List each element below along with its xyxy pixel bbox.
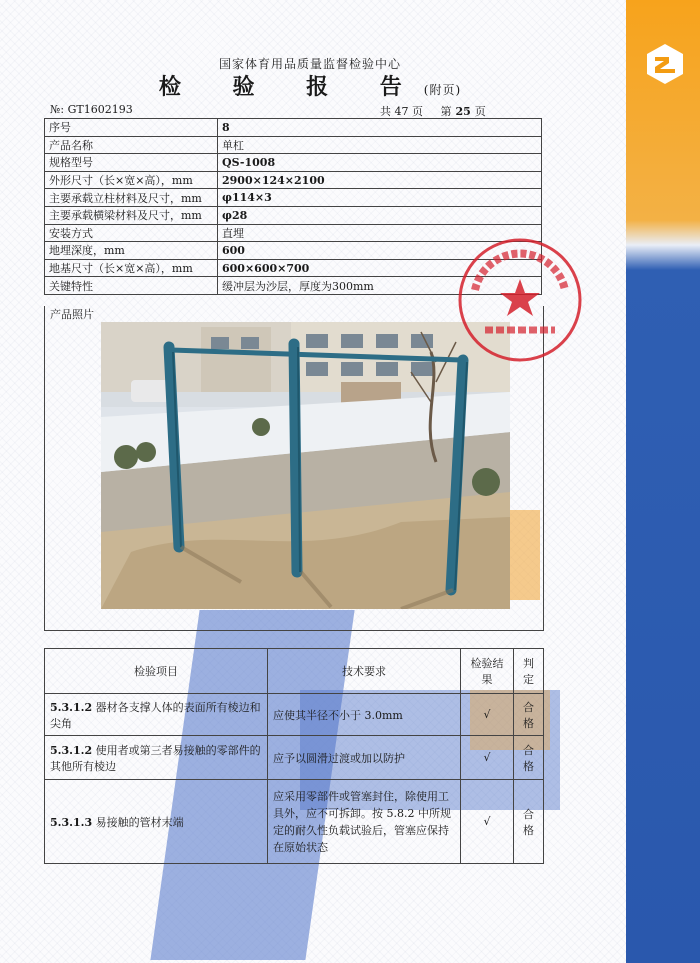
table-row bbox=[45, 119, 542, 137]
test-verdict: 合格 bbox=[514, 694, 544, 736]
info-value: 缓冲层为沙层，厚度为300mm bbox=[218, 277, 542, 295]
info-label: 外形尺寸（长×宽×高），mm bbox=[45, 171, 218, 189]
page-title-suffix: (附页) bbox=[423, 83, 462, 97]
table-row bbox=[45, 206, 542, 224]
test-requirement: 应使其半径不小于 3.0mm bbox=[268, 694, 461, 736]
info-label: 主要承载横梁材料及尺寸，mm bbox=[45, 206, 218, 224]
info-value: 直埋 bbox=[218, 224, 542, 242]
test-item: 5.3.1.2 使用者或第三者易接触的零部件的其他所有棱边 bbox=[45, 736, 268, 780]
info-label: 地埋深度，mm bbox=[45, 242, 218, 260]
info-label: 产品名称 bbox=[45, 136, 218, 154]
test-item: 5.3.1.2 器材各支撑人体的表面所有棱边和尖角 bbox=[45, 694, 268, 736]
test-verdict: 合格 bbox=[514, 736, 544, 780]
test-item: 5.3.1.3 易接触的管材末端 bbox=[45, 780, 268, 864]
column-header: 技术要求 bbox=[268, 649, 461, 694]
test-result: √ bbox=[461, 780, 514, 864]
info-label: 主要承载立柱材料及尺寸，mm bbox=[45, 189, 218, 207]
info-value: QS-1008 bbox=[218, 154, 542, 172]
issuing-organization: 国家体育用品质量监督检验中心 bbox=[218, 57, 401, 71]
test-requirement: 应予以圆滑过渡或加以防护 bbox=[268, 736, 461, 780]
brand-stripe bbox=[626, 0, 700, 963]
column-header: 检验结果 bbox=[461, 649, 514, 694]
report-number: №: GT1602193 bbox=[50, 103, 133, 116]
center-logo-icon bbox=[643, 42, 687, 86]
table-row bbox=[45, 189, 542, 207]
table-row bbox=[45, 154, 542, 172]
table-header-row bbox=[45, 649, 544, 694]
table-row bbox=[45, 736, 544, 780]
page-title: 检 验 报 告(附页) bbox=[158, 74, 462, 100]
column-header: 判定 bbox=[514, 649, 544, 694]
photo-label: 产品照片 bbox=[50, 308, 94, 321]
info-value: 600 bbox=[218, 242, 542, 260]
info-value: φ28 bbox=[218, 206, 542, 224]
info-label: 规格型号 bbox=[45, 154, 218, 172]
info-value: 2900×124×2100 bbox=[218, 171, 542, 189]
info-value: 600×600×700 bbox=[218, 259, 542, 277]
table-row bbox=[45, 694, 544, 736]
clause-number: 5.3.1.2 bbox=[50, 700, 93, 714]
test-result: √ bbox=[461, 736, 514, 780]
info-value: 8 bbox=[218, 119, 542, 137]
table-row bbox=[45, 171, 542, 189]
info-label: 地基尺寸（长×宽×高），mm bbox=[45, 259, 218, 277]
column-header: 检验项目 bbox=[45, 649, 268, 694]
clause-number: 5.3.1.2 bbox=[50, 743, 93, 757]
info-label: 关键特性 bbox=[45, 277, 218, 295]
official-seal bbox=[455, 235, 585, 365]
page-counter: 共 47 页 第 25 页 bbox=[380, 105, 486, 118]
table-row bbox=[45, 780, 544, 864]
test-result: √ bbox=[461, 694, 514, 736]
info-value: φ114×3 bbox=[218, 189, 542, 207]
product-photo bbox=[101, 322, 510, 609]
info-value: 单杠 bbox=[218, 136, 542, 154]
inspection-table bbox=[44, 648, 544, 864]
test-requirement: 应采用零部件或管塞封住，除使用工具外，应不可拆卸。按 5.8.2 中所规定的耐久性负载试验后，管塞应保持在原始状态 bbox=[268, 780, 461, 864]
info-label: 安装方式 bbox=[45, 224, 218, 242]
clause-number: 5.3.1.3 bbox=[50, 815, 93, 829]
table-row bbox=[45, 136, 542, 154]
info-label: 序号 bbox=[45, 119, 218, 137]
test-verdict: 合格 bbox=[514, 780, 544, 864]
